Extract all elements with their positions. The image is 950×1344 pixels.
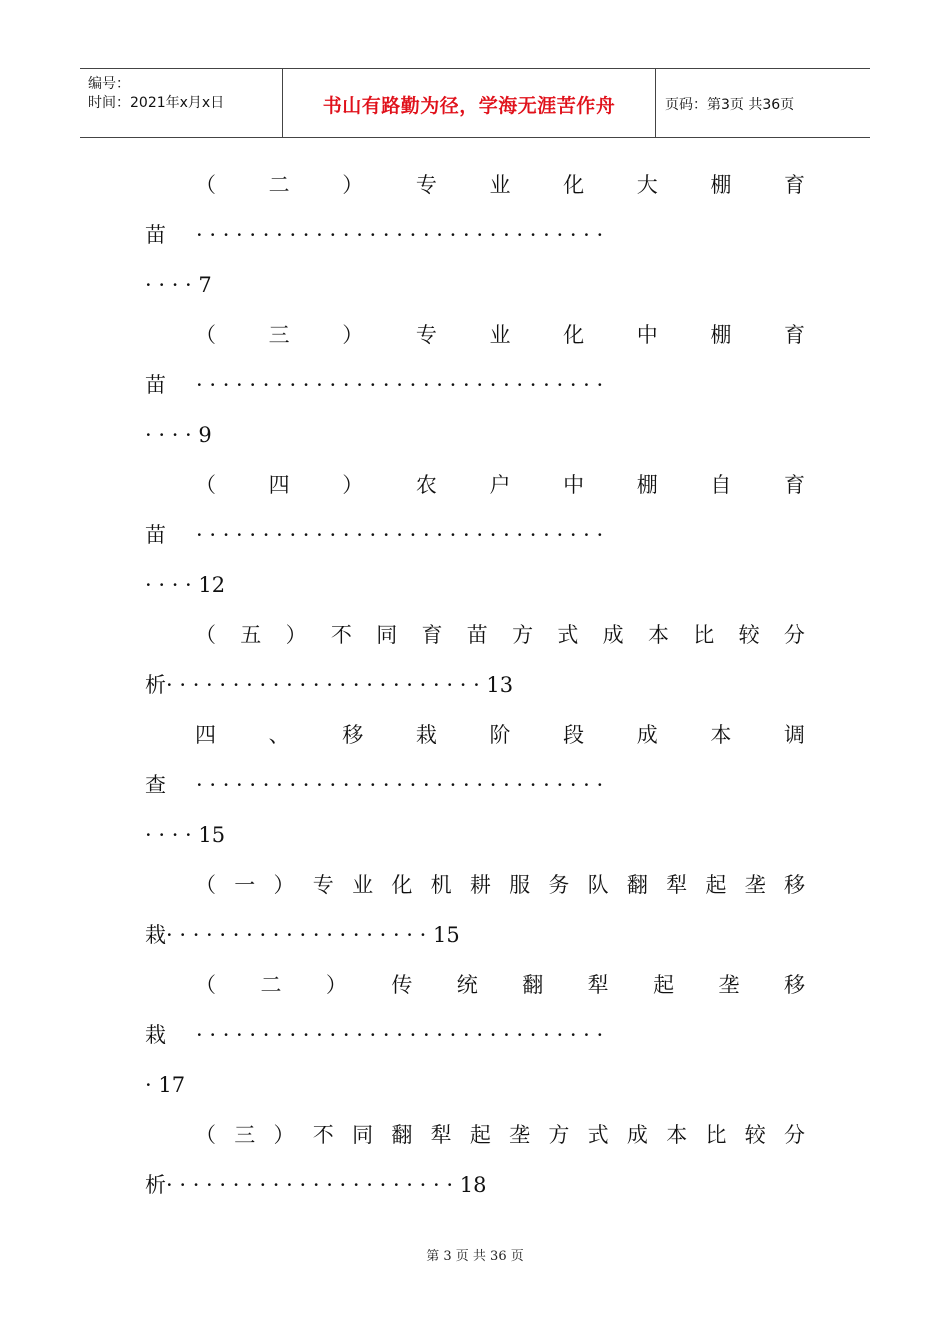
toc-title-char: 垄 (718, 973, 740, 997)
toc-title-char: 同 (376, 623, 398, 647)
toc-title-char: 四 (268, 473, 290, 497)
toc-title-char: 化 (563, 173, 585, 197)
toc-title-char: （ (195, 623, 216, 647)
toc-title-char: 本 (666, 1123, 688, 1147)
toc-title-char: （ (195, 973, 216, 997)
toc-title-char: （ (195, 1123, 216, 1147)
toc-title-char: 棚 (636, 473, 658, 497)
toc-title-char: 育 (784, 473, 805, 497)
toc-title-char: 方 (512, 623, 534, 647)
toc-title-char: 户 (489, 473, 511, 497)
document-header (80, 68, 870, 138)
toc-title-char: 翻 (391, 1123, 413, 1147)
toc-title-char: 化 (391, 873, 413, 897)
toc-title-char: 二 (260, 973, 282, 997)
toc-title-char: 较 (744, 1123, 766, 1147)
toc-title-char: 耕 (469, 873, 491, 897)
toc-title-char: ） (273, 1123, 295, 1147)
toc-title-char: 机 (430, 873, 452, 897)
toc-title-char: 犁 (666, 873, 688, 897)
toc-title-char: 棚 (710, 323, 732, 347)
toc-title-char: 移 (342, 723, 364, 747)
header-center-cell (282, 69, 656, 137)
toc-title-char: 式 (557, 623, 579, 647)
toc-title-char: 比 (693, 623, 715, 647)
toc-title-char: 三 (268, 323, 290, 347)
toc-title-char: 育 (421, 623, 443, 647)
toc-title-char: 较 (738, 623, 760, 647)
toc-entry-leader (145, 220, 805, 250)
toc-title-char: 分 (783, 1123, 805, 1147)
toc-title-char: 比 (705, 1123, 727, 1147)
toc-entry-page: · · · · 12 (145, 573, 226, 597)
toc-title-char: 务 (548, 873, 570, 897)
toc-dot-leader: · · · · · · · · · · · · · · · · · · · · · · · · · · · · · · · (196, 773, 604, 797)
toc-title-char: 本 (647, 623, 669, 647)
toc-title-char: 二 (268, 173, 290, 197)
toc-entry-title (195, 720, 805, 750)
toc-entry-title (195, 970, 805, 1000)
toc-title-char: （ (195, 873, 216, 897)
toc-title-char: 四 (195, 723, 216, 747)
toc-title-char: （ (195, 173, 216, 197)
toc-title-char: 传 (391, 973, 413, 997)
toc-title-char: 业 (489, 173, 511, 197)
toc-title-char: 栽 (415, 723, 437, 747)
toc-title-char: 大 (636, 173, 658, 197)
toc-title-char: 垄 (509, 1123, 531, 1147)
toc-title-char: 同 (352, 1123, 374, 1147)
toc-title-char: 成 (626, 1123, 648, 1147)
toc-title-char: 三 (234, 1123, 256, 1147)
toc-entry-tail: 析· · · · · · · · · · · · · · · · · · · · · · · · 13 (145, 673, 514, 697)
toc-entry-title (195, 320, 805, 350)
toc-title-char: 统 (456, 973, 478, 997)
toc-title-char: 队 (587, 873, 609, 897)
toc-title-char: 专 (312, 873, 334, 897)
toc-title-char: 中 (636, 323, 658, 347)
toc-dot-leader: · · · · · · · · · · · · · · · · · · · · · · · · · · · · · · · (196, 523, 604, 547)
toc-title-char: 阶 (489, 723, 511, 747)
toc-title-char: 、 (268, 723, 290, 747)
toc-title-char: 自 (710, 473, 732, 497)
toc-entry-tail: 析· · · · · · · · · · · · · · · · · · · · · · 18 (145, 1173, 487, 1197)
toc-title-char: 垄 (744, 873, 766, 897)
toc-title-char: 一 (234, 873, 256, 897)
toc-title-char: 翻 (522, 973, 544, 997)
toc-title-char: 移 (783, 873, 805, 897)
toc-entry-page: · 17 (145, 1073, 186, 1097)
toc-title-char: ） (342, 173, 364, 197)
motto-text: 书山有路勤为径，学海无涯苦作舟 (322, 95, 616, 117)
toc-title-char: 中 (563, 473, 585, 497)
toc-title-char: 不 (312, 1123, 334, 1147)
toc-entry-page: · · · · 7 (145, 273, 212, 297)
toc-title-char: 移 (783, 973, 805, 997)
toc-title-char: 业 (489, 323, 511, 347)
toc-entry-title (195, 470, 805, 500)
toc-entry-page: · · · · 15 (145, 823, 226, 847)
toc-entry-leader (145, 520, 805, 550)
toc-title-char: 段 (563, 723, 585, 747)
toc-lead-char: 栽 (145, 1023, 166, 1047)
toc-title-char: ） (273, 873, 295, 897)
toc-dot-leader: · · · · · · · · · · · · · · · · · · · · · · · · · · · · · · · (196, 223, 604, 247)
toc-entry-leader (145, 770, 805, 800)
toc-lead-char: 苗 (145, 373, 166, 397)
toc-title-char: 成 (602, 623, 624, 647)
toc-entry-title (195, 870, 805, 900)
number-label: 编号： (88, 76, 130, 92)
toc-title-char: 起 (469, 1123, 491, 1147)
toc-title-char: ） (285, 623, 307, 647)
toc-entry-title (195, 1120, 805, 1150)
toc-lead-char: 苗 (145, 223, 166, 247)
toc-title-char: 育 (784, 323, 805, 347)
page-footer: 第 3 页 共 36 页 (426, 1249, 524, 1264)
toc-title-char: ） (342, 473, 364, 497)
toc-title-char: （ (195, 473, 216, 497)
header-left-cell (80, 69, 282, 137)
time-label: 时间：2021年x月x日 (88, 95, 225, 111)
toc-title-char: 犁 (587, 973, 609, 997)
toc-lead-char: 苗 (145, 523, 166, 547)
toc-title-char: 苗 (466, 623, 488, 647)
toc-title-char: 农 (415, 473, 437, 497)
toc-title-char: （ (195, 323, 216, 347)
page-code: 页码：第3页 共36页 (665, 97, 795, 113)
toc-title-char: ） (325, 973, 347, 997)
toc-title-char: 化 (563, 323, 585, 347)
toc-title-char: 成 (636, 723, 658, 747)
toc-title-char: 调 (784, 723, 805, 747)
toc-title-char: 服 (509, 873, 531, 897)
toc-title-char: 育 (784, 173, 805, 197)
toc-title-char: ） (342, 323, 364, 347)
toc-lead-char: 查 (145, 773, 166, 797)
toc-title-char: 翻 (626, 873, 648, 897)
toc-entry-leader (145, 1020, 805, 1050)
toc-title-char: 专 (415, 173, 437, 197)
toc-title-char: 起 (705, 873, 727, 897)
toc-dot-leader: · · · · · · · · · · · · · · · · · · · · · · · · · · · · · · · (196, 1023, 604, 1047)
toc-title-char: 本 (710, 723, 732, 747)
toc-title-char: 式 (587, 1123, 609, 1147)
toc-title-char: 起 (653, 973, 675, 997)
toc-title-char: 五 (240, 623, 262, 647)
toc-entry-title (195, 170, 805, 200)
toc-entry-page: · · · · 9 (145, 423, 212, 447)
toc-entry-tail: 栽· · · · · · · · · · · · · · · · · · · · 15 (145, 923, 460, 947)
toc-title-char: 专 (415, 323, 437, 347)
toc-dot-leader: · · · · · · · · · · · · · · · · · · · · · · · · · · · · · · · (196, 373, 604, 397)
header-right-cell (655, 69, 870, 137)
toc-title-char: 犁 (430, 1123, 452, 1147)
toc-entry-leader (145, 370, 805, 400)
toc-entry-title (195, 620, 805, 650)
toc-title-char: 分 (783, 623, 805, 647)
toc-title-char: 业 (352, 873, 374, 897)
toc-title-char: 不 (330, 623, 352, 647)
toc-title-char: 棚 (710, 173, 732, 197)
toc-title-char: 方 (548, 1123, 570, 1147)
